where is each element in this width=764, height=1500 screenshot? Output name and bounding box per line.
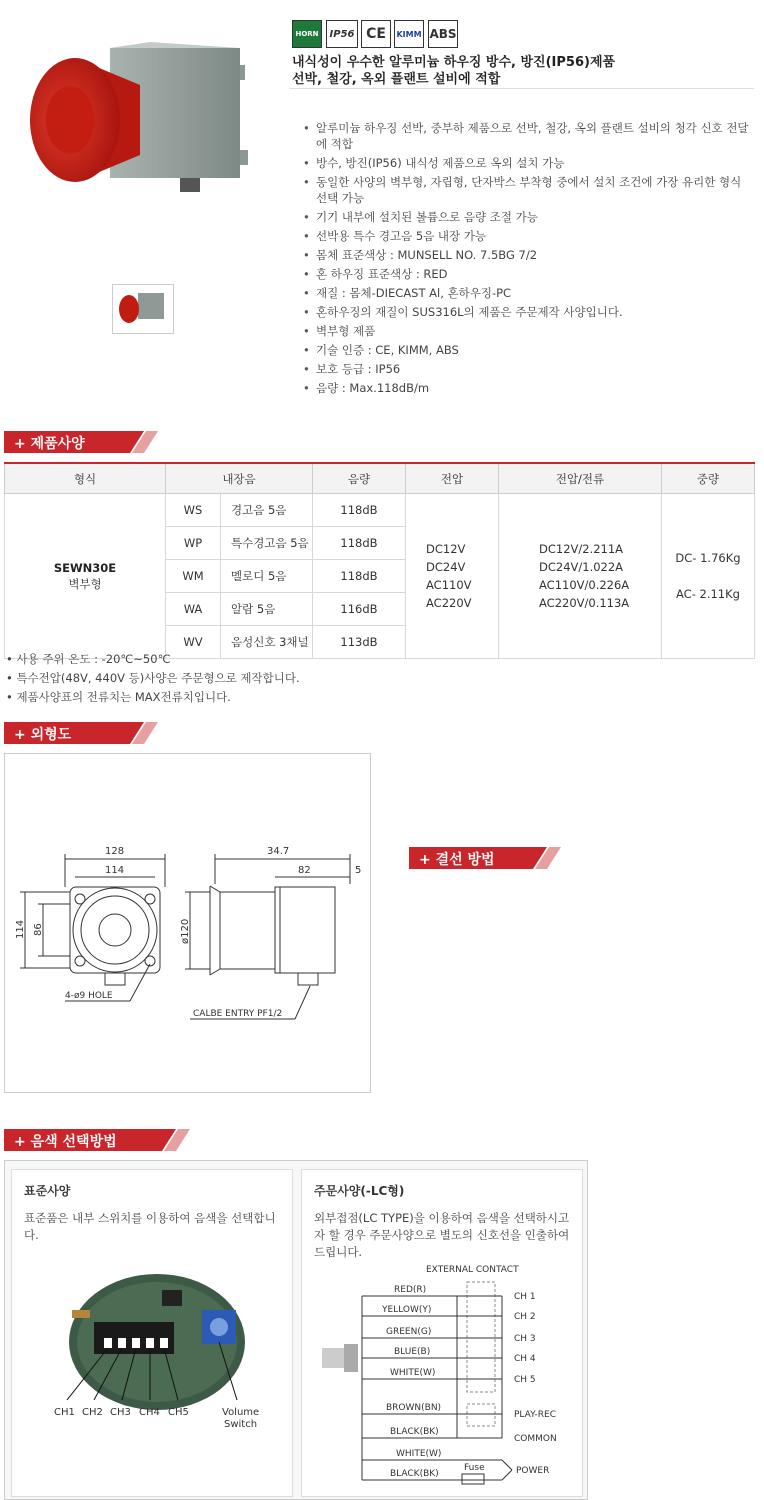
current-cell [499, 494, 662, 659]
wire-blue: BLUE(B) [394, 1347, 431, 1357]
ch5-label: CH5 [168, 1407, 189, 1418]
current-value: AC110V/0.226A [539, 578, 630, 592]
section-header-spec [4, 431, 158, 453]
wire-yellow: YELLOW(Y) [382, 1305, 432, 1315]
current-value: AC220V/0.113A [539, 596, 630, 610]
voltage-value: DC24V [426, 560, 466, 574]
hole-label: 4-ø9 HOLE [65, 991, 113, 1001]
th-model: 형식 [5, 463, 166, 494]
spec-notes [6, 650, 300, 707]
ch-2: CH 2 [514, 1312, 536, 1322]
panel-text: 표준품은 내부 스위치를 이용하여 음색을 선택합니다. [24, 1211, 276, 1242]
sound-name: 경고음 5음 [221, 494, 313, 527]
weight-value: DC- 1.76Kg [675, 551, 741, 565]
section-header-tone [4, 1129, 190, 1151]
note-item: • 특수전압(48V, 440V 등)사양은 주문형으로 제작합니다. [6, 669, 300, 688]
sound-db: 118dB [313, 560, 406, 593]
sound-code: WM [166, 560, 221, 593]
headline [292, 54, 615, 88]
sound-name: 멜로디 5음 [221, 560, 313, 593]
ch1-label: CH1 [54, 1407, 75, 1418]
th-weight: 중량 [662, 463, 755, 494]
current-value: DC12V/2.211A [539, 542, 624, 556]
sound-name: 특수경고음 5음 [221, 527, 313, 560]
sound-name: 음성신호 3채널 [221, 626, 313, 659]
feature-item: • 동일한 사양의 벽부형, 자립형, 단자박스 부착형 중에서 설치 조건에 가장 유리한 형식 선택 가능 [300, 174, 750, 206]
panel-text: 외부접점(LC TYPE)을 이용하여 음색을 선택하시고자 할 경우 주문사양으로 별도의 신호선을 인출하여 드립니다. [314, 1211, 570, 1259]
dim-114: 114 [105, 865, 125, 876]
feature-item: • 방수, 방진(IP56) 내식성 제품으로 옥외 설치 가능 [300, 155, 750, 171]
sound-code: WS [166, 494, 221, 527]
headline-line-1: 내식성이 우수한 알루미늄 하우징 방수, 방진(IP56)제품 [292, 55, 616, 70]
th-voltage: 전압 [406, 463, 499, 494]
feature-list [300, 120, 750, 399]
play-rec-label: PLAY-REC [514, 1410, 557, 1420]
feature-item: • 음량 : Max.118dB/m [300, 380, 750, 396]
weight-cell [662, 494, 755, 659]
feature-item: • 알루미늄 하우징 선박, 중부하 제품으로 선박, 철강, 옥외 플랜트 설비의 청각 신호 전달에 적합 [300, 120, 750, 152]
voltage-value: AC220V [426, 596, 472, 610]
dim-128: 128 [105, 846, 125, 857]
note-item: • 제품사양표의 전류치는 MAX전류치입니다. [6, 688, 300, 707]
sound-db: 118dB [313, 527, 406, 560]
th-sound: 내장음 [166, 463, 313, 494]
th-current: 전압/전류 [499, 463, 662, 494]
wire-black-power: BLACK(BK) [390, 1469, 439, 1479]
product-image [20, 40, 260, 200]
feature-item: • 몸체 표준색상 : MUNSELL NO. 7.5BG 7/2 [300, 247, 750, 263]
wire-white-power: WHITE(W) [396, 1449, 442, 1459]
headline-line-2: 선박, 철강, 옥외 플랜트 설비에 적합 [292, 72, 501, 87]
spec-table [4, 462, 755, 659]
feature-item: • 기기 내부에 설치된 볼륨으로 음량 조절 가능 [300, 209, 750, 225]
wire-black: BLACK(BK) [390, 1427, 439, 1437]
switch-label: Switch [224, 1419, 258, 1430]
section-title: + 음색 선택방법 [14, 1134, 117, 1150]
voltage-value: DC12V [426, 542, 466, 556]
ch-4: CH 4 [514, 1354, 536, 1364]
kimm-badge: KIMM [394, 20, 424, 48]
section-title: + 외형도 [14, 727, 72, 743]
ip56-badge: IP56 [326, 20, 358, 48]
sound-db: 116dB [313, 593, 406, 626]
entry-label: CALBE ENTRY PF1/2 [193, 1009, 283, 1019]
ch3-label: CH3 [110, 1407, 131, 1418]
note-item: • 사용 주위 온도 : -20℃~50℃ [6, 650, 300, 669]
voltage-cell [406, 494, 499, 659]
section-header-wiring [409, 847, 561, 869]
common-label: COMMON [514, 1434, 557, 1444]
external-contact-label: EXTERNAL CONTACT [426, 1265, 519, 1275]
ce-badge: CE [361, 20, 391, 48]
dim-82: 82 [298, 865, 311, 876]
weight-value: AC- 2.11Kg [676, 587, 740, 601]
panel-title: 표준사양 [24, 1184, 71, 1198]
current-value: DC24V/1.022A [539, 560, 624, 574]
dim-34-7: 34.7 [267, 846, 290, 857]
wire-green: GREEN(G) [386, 1327, 432, 1337]
dim-h86: 86 [33, 923, 44, 936]
section-header-outline [4, 722, 158, 744]
dim-h114: 114 [15, 919, 26, 939]
th-volume: 음량 [313, 463, 406, 494]
custom-panel [301, 1169, 583, 1497]
dim-dia: ø120 [180, 918, 191, 944]
horn-badge: HORN [292, 20, 322, 48]
outline-drawing [4, 753, 371, 1093]
sound-db: 118dB [313, 494, 406, 527]
voltage-value: AC110V [426, 578, 472, 592]
sound-name: 알람 5음 [221, 593, 313, 626]
power-label: POWER [516, 1466, 550, 1476]
feature-item: • 벽부형 제품 [300, 323, 750, 339]
wire-brown: BROWN(BN) [386, 1403, 442, 1413]
fuse-label: Fuse [464, 1463, 485, 1473]
feature-item: • 혼하우징의 재질이 SUS316L의 제품은 주문제작 사양입니다. [300, 304, 750, 320]
sound-code: WA [166, 593, 221, 626]
volume-label: Volume [222, 1407, 260, 1418]
ch2-label: CH2 [82, 1407, 103, 1418]
ch-1: CH 1 [514, 1292, 536, 1302]
feature-item: • 선박용 특수 경고음 5음 내장 가능 [300, 228, 750, 244]
feature-item: • 혼 하우징 표준색상 : RED [300, 266, 750, 282]
product-thumbnail[interactable] [112, 284, 174, 334]
feature-item: • 기술 인증 : CE, KIMM, ABS [300, 342, 750, 358]
panel-title: 주문사양(-LC형) [314, 1184, 405, 1198]
tone-selection-box [4, 1160, 588, 1500]
feature-item: • 재질 : 몸체-DIECAST Al, 혼하우징-PC [300, 285, 750, 301]
ch-5: CH 5 [514, 1375, 536, 1385]
section-title: + 결선 방법 [419, 852, 495, 868]
model-type: 벽부형 [68, 577, 102, 591]
abs-badge: ABS [428, 20, 458, 48]
ch4-label: CH4 [139, 1407, 160, 1418]
sound-code: WV [166, 626, 221, 659]
sound-db: 113dB [313, 626, 406, 659]
model-name: SEWN30E [53, 561, 117, 575]
standard-panel [11, 1169, 293, 1497]
feature-item: • 보호 등급 : IP56 [300, 361, 750, 377]
wire-red: RED(R) [394, 1285, 427, 1295]
section-title: + 제품사양 [14, 436, 85, 452]
ch-3: CH 3 [514, 1334, 536, 1344]
model-cell [5, 494, 166, 659]
divider [290, 88, 754, 89]
wire-white: WHITE(W) [390, 1368, 436, 1378]
sound-code: WP [166, 527, 221, 560]
dim-5: 5 [355, 865, 362, 876]
